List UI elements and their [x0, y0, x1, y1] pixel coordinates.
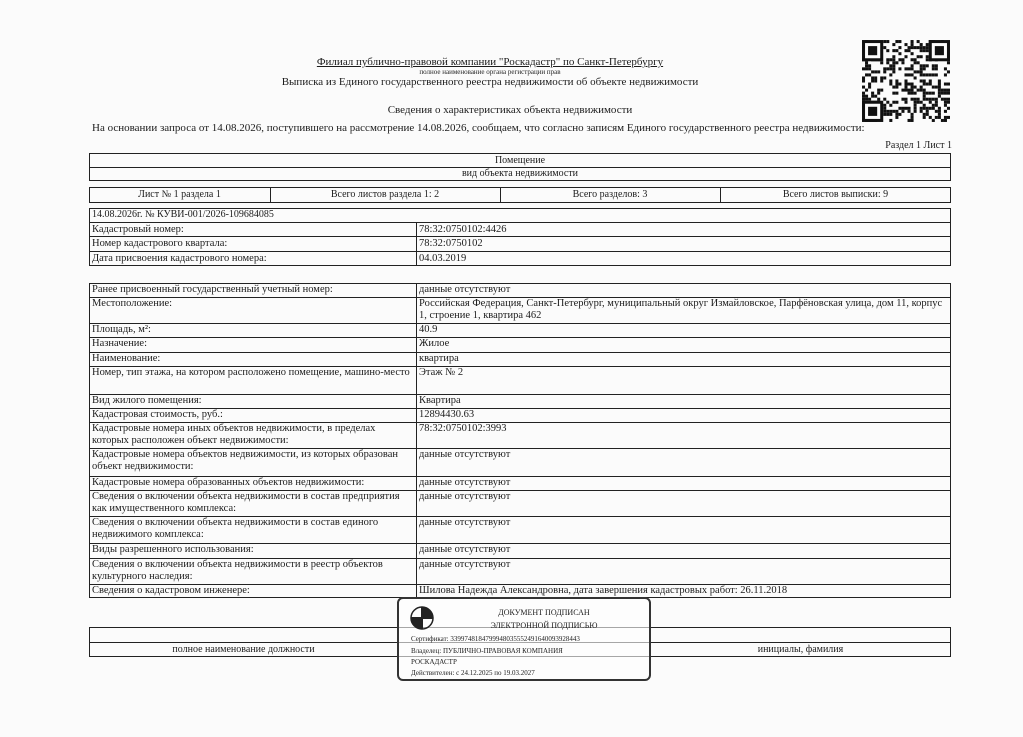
- source-objects-label: Кадастровые номера объектов недвижимости, из которых образован объект недвижимости:: [92, 449, 398, 472]
- quarter-number-label: Номер кадастрового квартала:: [92, 238, 228, 249]
- stamp-title: ДОКУМЕНТ ПОДПИСАН: [498, 608, 590, 617]
- prev-number-label: Ранее присвоенный государственный учетный номер:: [92, 284, 333, 295]
- cadastral-value-label: Кадастровая стоимость, руб.:: [92, 409, 223, 420]
- sheet-number: Лист № 1 раздела 1: [138, 189, 221, 200]
- position-caption: полное наименование должности: [172, 644, 315, 655]
- cadastral-number-label: Кадастровый номер:: [92, 224, 184, 235]
- org-name: Филиал публично-правовой компании "Роскадастр" по Санкт-Петербургу: [316, 56, 664, 68]
- parent-objects-value: 78:32:0750102:3993: [419, 423, 507, 434]
- section-title: Сведения о характеристиках объекта недвижимости: [387, 104, 633, 116]
- location-value: Российская Федерация, Санкт-Петербург, муниципальный округ Измайловское, Парфёновская улица, дом 11, корпус 1, строение 1, квартира 462: [419, 298, 943, 321]
- enterprise-complex-label: Сведения о включении объекта недвижимости в состав предприятия как имущественного комплекса:: [92, 491, 400, 514]
- floor-label: Номер, тип этажа, на котором расположено помещение, машино-место: [92, 367, 410, 378]
- enterprise-complex-value: данные отсутствуют: [419, 491, 511, 502]
- formed-objects-value: данные отсутствуют: [419, 477, 511, 488]
- location-label: Местоположение:: [92, 298, 173, 309]
- stamp-owner-line2: РОСКАДАСТР: [411, 658, 457, 666]
- stamp-certificate: Сертификат: 3399748184799948035552491640093928443: [411, 635, 580, 643]
- section-sheet: Раздел 1 Лист 1: [885, 140, 952, 151]
- assign-date-value: 04.03.2019: [419, 253, 467, 264]
- org-caption: полное наименование органа регистрации прав: [419, 68, 561, 76]
- sheets-total: Всего листов выписки: 9: [782, 189, 889, 200]
- cultural-heritage-label: Сведения о включении объекта недвижимости в реестр объектов культурного наследия:: [92, 559, 383, 582]
- cadastral-value-value: 12894430.63: [419, 409, 475, 420]
- stamp-subtitle: ЭЛЕКТРОННОЙ ПОДПИСЬЮ: [490, 621, 598, 630]
- unified-complex-value: данные отсутствуют: [419, 517, 511, 528]
- parent-objects-label: Кадастровые номера иных объектов недвижимости, в пределах которых расположен объект недвижимости:: [92, 423, 376, 446]
- name-value: квартира: [419, 353, 459, 364]
- object-type: Помещение: [494, 155, 546, 166]
- permitted-use-value: данные отсутствуют: [419, 544, 511, 555]
- e-signature-stamp: [397, 597, 651, 681]
- area-value: 40.9: [419, 324, 438, 335]
- cultural-heritage-value: данные отсутствуют: [419, 559, 511, 570]
- source-objects-value: данные отсутствуют: [419, 449, 511, 460]
- sections-total: Всего разделов: 3: [572, 189, 648, 200]
- purpose-label: Назначение:: [92, 338, 148, 349]
- purpose-value: Жилое: [419, 338, 450, 349]
- name-caption: инициалы, фамилия: [757, 644, 844, 655]
- unified-complex-label: Сведения о включении объекта недвижимости в состав единого недвижимого комплекса:: [92, 517, 379, 540]
- emblem-icon: [409, 605, 435, 631]
- stamp-owner-line1: Владелец: ПУБЛИЧНО-ПРАВОВАЯ КОМПАНИЯ: [411, 647, 563, 655]
- prev-number-value: данные отсутствуют: [419, 284, 511, 295]
- area-label: Площадь, м²:: [92, 324, 151, 335]
- dwelling-type-label: Вид жилого помещения:: [92, 395, 202, 406]
- dwelling-type-value: Квартира: [419, 395, 461, 406]
- cadastral-number-value: 78:32:0750102:4426: [419, 224, 507, 235]
- request-text: На основании запроса от 14.08.2026, поступившего на рассмотрение 14.08.2026, сообщаем, что согласно записям Единого государственного реестра недвижимости:: [92, 122, 865, 134]
- permitted-use-label: Виды разрешенного использования:: [92, 544, 254, 555]
- cadastral-engineer-label: Сведения о кадастровом инженере:: [92, 585, 250, 596]
- assign-date-label: Дата присвоения кадастрового номера:: [92, 253, 267, 264]
- extract-title: Выписка из Единого государственного реестра недвижимости об объекте недвижимости: [281, 76, 699, 88]
- quarter-number-value: 78:32:0750102: [419, 238, 483, 249]
- cadastral-engineer-value: Шилова Надежда Александровна, дата завершения кадастровых работ: 26.11.2018: [419, 585, 788, 596]
- qr-code: [862, 40, 950, 122]
- doc-number: 14.08.2026г. № КУВИ-001/2026-109684085: [92, 209, 274, 220]
- sheets-in-section: Всего листов раздела 1: 2: [330, 189, 440, 200]
- object-type-caption: вид объекта недвижимости: [461, 168, 579, 179]
- name-label: Наименование:: [92, 353, 161, 364]
- floor-value: Этаж № 2: [419, 367, 464, 378]
- stamp-validity: Действителен: с 24.12.2025 по 19.03.2027: [411, 669, 535, 677]
- formed-objects-label: Кадастровые номера образованных объектов недвижимости:: [92, 477, 365, 488]
